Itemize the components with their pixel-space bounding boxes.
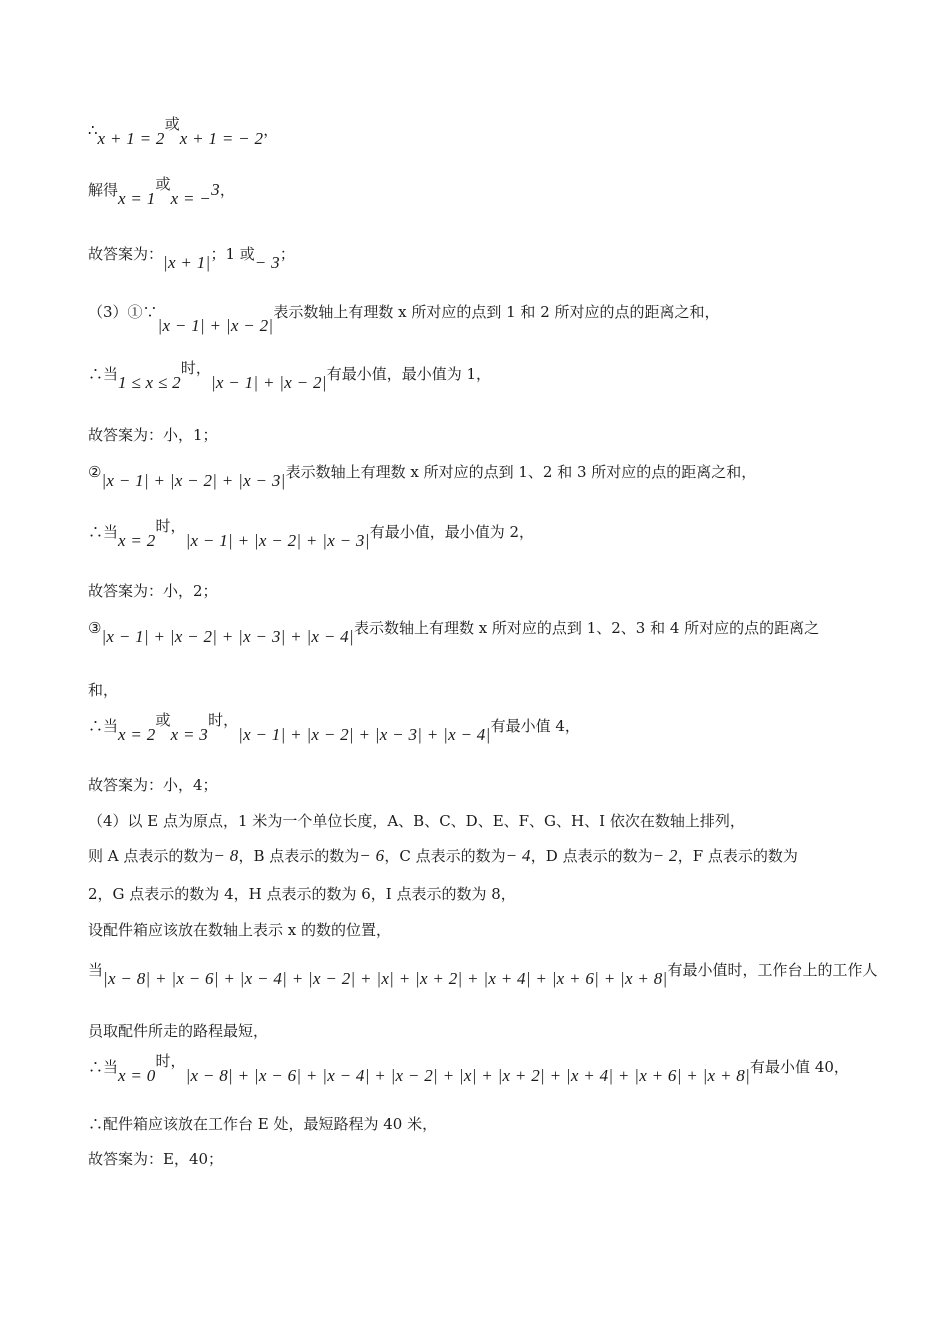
math-expr: |x − 8| + |x − 6| + |x − 4| + |x − 2| + |x| + |x + 2| + |x + 4| + |x + 6| + |x + 8| bbox=[103, 969, 668, 988]
math-expr: x = 2 bbox=[118, 725, 156, 744]
text: 有最小值 4， bbox=[490, 717, 580, 735]
line-15 bbox=[88, 846, 798, 866]
text: ，C 点表示的数为 bbox=[384, 847, 506, 865]
math-expr: |x − 1| + |x − 2| + |x − 3| + |x − 4| bbox=[238, 725, 491, 744]
math-expr: − 4 bbox=[505, 846, 531, 865]
math-expr: − 3 bbox=[254, 253, 280, 272]
line-14: （4）以 E 点为原点，1 米为一个单位长度，A、B、C、D、E、F、G、H、I 依次在数轴上排列， bbox=[88, 812, 745, 830]
text: 或 bbox=[155, 175, 171, 193]
therefore-symbol: ∴ bbox=[88, 121, 98, 139]
text: ② bbox=[88, 463, 102, 481]
text: ；1 或 bbox=[210, 245, 255, 263]
text: 或 bbox=[164, 115, 180, 133]
text: ， bbox=[263, 121, 279, 139]
math-expr: |x + 1| bbox=[163, 253, 211, 272]
text: ∴当 bbox=[88, 365, 119, 383]
line-16: 2，G 点表示的数为 4，H 点表示的数为 6，I 点表示的数为 8， bbox=[88, 885, 516, 903]
line-1 bbox=[88, 115, 279, 148]
math-expr: x = − bbox=[170, 189, 212, 208]
math-expr: − 6 bbox=[359, 846, 385, 865]
line-20 bbox=[88, 1052, 849, 1085]
text: 表示数轴上有理数 x 所对应的点到 1、2、3 和 4 所对应的点的距离之 bbox=[353, 619, 820, 637]
line-2 bbox=[88, 175, 235, 208]
text: 或 bbox=[155, 711, 171, 729]
math-expr: |x − 1| + |x − 2| + |x − 3| bbox=[185, 531, 370, 550]
text: ； bbox=[279, 245, 295, 263]
math-expr: x + 1 = 2 bbox=[97, 129, 165, 148]
text: 时， bbox=[155, 1052, 186, 1070]
text: ，D 点表示的数为 bbox=[530, 847, 653, 865]
text: 有最小值，最小值为 1， bbox=[326, 365, 492, 383]
math-expr: |x − 1| + |x − 2| bbox=[157, 316, 274, 335]
math-expr: 3 bbox=[211, 180, 220, 199]
text: 当 bbox=[88, 961, 104, 979]
text: ∴当 bbox=[88, 523, 119, 541]
math-expr: |x − 1| + |x − 2| bbox=[210, 373, 327, 392]
text: ， bbox=[219, 181, 235, 199]
math-expr: x = 0 bbox=[118, 1066, 156, 1085]
line-17: 设配件箱应该放在数轴上表示 x 的数的位置， bbox=[88, 921, 391, 939]
line-5 bbox=[88, 359, 492, 392]
text: ∴当 bbox=[88, 717, 119, 735]
text: 有最小值，最小值为 2， bbox=[369, 523, 535, 541]
line-10 bbox=[88, 618, 820, 646]
text: 故答案为： bbox=[88, 245, 164, 263]
line-13: 故答案为：小，4； bbox=[88, 776, 218, 794]
text: （3）①∵ bbox=[88, 303, 158, 321]
line-11: 和， bbox=[88, 681, 119, 699]
line-9: 故答案为：小，2； bbox=[88, 582, 218, 600]
line-19: 员取配件所走的路程最短， bbox=[88, 1022, 269, 1040]
line-12 bbox=[88, 711, 580, 744]
math-expr: x = 1 bbox=[118, 189, 156, 208]
math-expr: |x − 1| + |x − 2| + |x − 3| + |x − 4| bbox=[101, 627, 354, 646]
line-18 bbox=[88, 960, 878, 988]
line-22: 故答案为：E，40； bbox=[88, 1150, 224, 1168]
line-4 bbox=[88, 302, 720, 335]
math-expr: x + 1 = − 2 bbox=[179, 129, 264, 148]
math-expr: − 8 bbox=[213, 846, 239, 865]
line-6: 故答案为：小，1； bbox=[88, 426, 218, 444]
text: ③ bbox=[88, 619, 102, 637]
math-expr: − 2 bbox=[652, 846, 678, 865]
text: ∴当 bbox=[88, 1058, 119, 1076]
text: 时， bbox=[208, 711, 239, 729]
text: 表示数轴上有理数 x 所对应的点到 1 和 2 所对应的点的距离之和， bbox=[273, 303, 720, 321]
text: 时， bbox=[180, 359, 211, 377]
text: 有最小值时，工作台上的工作人 bbox=[667, 961, 878, 979]
line-3 bbox=[88, 244, 295, 272]
line-21: ∴配件箱应该放在工作台 E 处，最短路程为 40 米， bbox=[88, 1115, 438, 1133]
text: 有最小值 40， bbox=[750, 1058, 849, 1076]
text: 时， bbox=[155, 517, 186, 535]
text: ，B 点表示的数为 bbox=[238, 847, 360, 865]
math-expr: x = 2 bbox=[118, 531, 156, 550]
text: 解得 bbox=[88, 181, 119, 199]
text: ，F 点表示的数为 bbox=[677, 847, 798, 865]
line-7 bbox=[88, 462, 757, 490]
math-expr: x = 3 bbox=[170, 725, 209, 744]
line-8 bbox=[88, 517, 535, 550]
text: 表示数轴上有理数 x 所对应的点到 1、2 和 3 所对应的点的距离之和， bbox=[285, 463, 757, 481]
math-expr: 1 ≤ x ≤ 2 bbox=[118, 373, 181, 392]
text: 则 A 点表示的数为 bbox=[88, 847, 214, 865]
math-expr: |x − 8| + |x − 6| + |x − 4| + |x − 2| + |x| + |x + 2| + |x + 4| + |x + 6| + |x + 8| bbox=[185, 1066, 751, 1085]
math-expr: |x − 1| + |x − 2| + |x − 3| bbox=[101, 471, 286, 490]
